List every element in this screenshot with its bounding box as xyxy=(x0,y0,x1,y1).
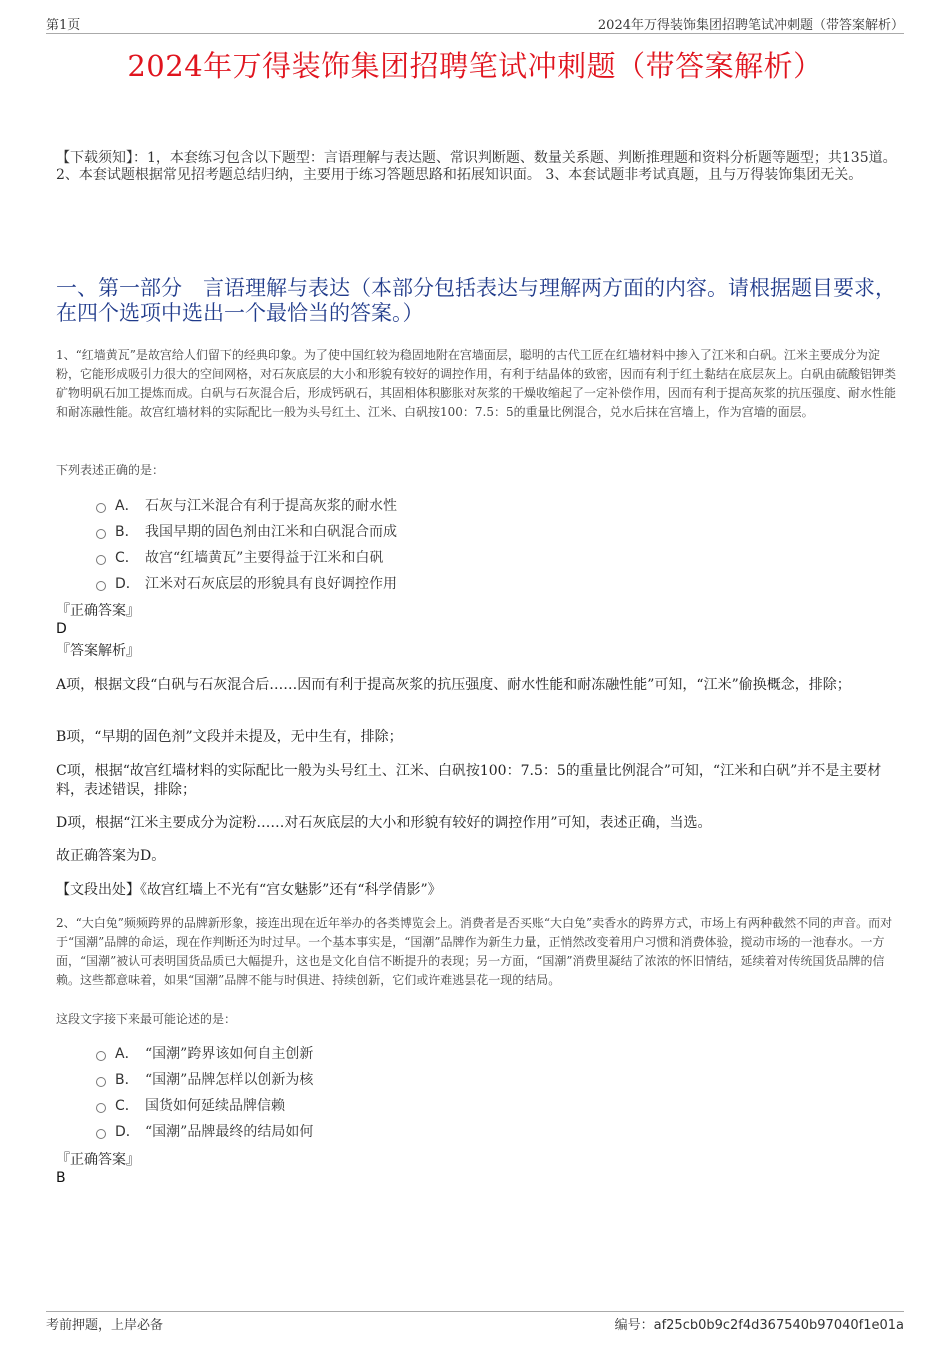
question-1-options xyxy=(96,495,397,599)
radio-icon[interactable] xyxy=(96,1051,106,1061)
question-1-answer: D xyxy=(56,621,67,637)
question-2-option-b[interactable]: B． “国潮”品牌怎样以创新为核 xyxy=(96,1069,313,1095)
footer-divider xyxy=(46,1311,904,1312)
analysis-item-c: C项，根据“故宫红墙材料的实际配比一般为头号红土、江米、白矾按100：7.5：5的重量比例混合”可知，“江米和白矾”并不是主要材料，表述错误，排除； xyxy=(56,763,882,798)
question-1-prompt: 下列表述正确的是： xyxy=(56,463,165,477)
question-1-option-a[interactable]: A． 石灰与江米混合有利于提高灰浆的耐水性 xyxy=(96,495,397,521)
question-2-text: 2、“大白兔”频频跨界的品牌新形象，接连出现在近年举办的各类博览会上。消费者是否买账“大白兔”卖香水的跨界方式，市场上有两种截然不同的声音。而对于“国潮”品牌的命运，现在作判断还为时过早。一个基本事实是，“国潮”品牌作为新生力量，正悄然改变着用户习惯和消费体验，搅动市场的一池春水。一方面，“国潮”被认可表明国货品质已大幅提升，这也是文化自信不断提升的表现；另一方面，“国潮”消费里凝结了浓浓的怀旧情结，延续着对传统国货品牌的信赖。这些都意味着，如果“国潮”品牌不能与时俱进、持续创新，它们或许难逃昙花一现的结局。 xyxy=(56,916,893,987)
analysis-item-d: D项，根据“江米主要成分为淀粉……对石灰底层的大小和形貌有较好的调控作用”可知，表述正确，当选。 xyxy=(56,815,712,831)
footer-code-value: af25cb0b9c2f4d367540b97040f1e01a xyxy=(653,1318,904,1333)
question-1-analysis-heading: 『答案解析』 xyxy=(56,643,140,659)
page-number: 第1页 xyxy=(46,18,81,33)
analysis-conclusion: 故正确答案为D。 xyxy=(56,848,166,864)
question-1-option-c[interactable]: C． 故宫“红墙黄瓦”主要得益于江米和白矾 xyxy=(96,547,397,573)
radio-icon[interactable] xyxy=(96,1129,106,1139)
question-2-option-c[interactable]: C． 国货如何延续品牌信赖 xyxy=(96,1095,313,1121)
header-divider xyxy=(46,33,904,34)
question-1-option-b[interactable]: B． 我国早期的固色剂由江米和白矾混合而成 xyxy=(96,521,397,547)
footer-code-label: 编号： xyxy=(614,1318,654,1333)
question-2-answer-heading: 『正确答案』 xyxy=(56,1152,140,1168)
question-1-option-d[interactable]: D． 江米对石灰底层的形貌具有良好调控作用 xyxy=(96,573,397,599)
radio-icon[interactable] xyxy=(96,1103,106,1113)
footer-code xyxy=(615,1314,904,1333)
page-header xyxy=(46,14,904,32)
header-doc-title: 2024年万得装饰集团招聘笔试冲刺题（带答案解析） xyxy=(597,18,904,33)
analysis-source: 【文段出处】《故宫红墙上不光有“宫女魅影”还有“科学倩影”》 xyxy=(56,882,442,898)
section-heading: 一、第一部分 言语理解与表达（本部分包括表达与理解两方面的内容。请根据题目要求，在四个选项中选出一个最恰当的答案。） xyxy=(56,276,896,325)
analysis-item-a: A项，根据文段“白矾与石灰混合后……因而有利于提高灰浆的抗压强度、耐水性能和耐冻融性能”可知，“江米”偷换概念，排除； xyxy=(56,677,851,693)
radio-icon[interactable] xyxy=(96,529,106,539)
question-2-option-d[interactable]: D． “国潮”品牌最终的结局如何 xyxy=(96,1121,313,1147)
download-notice: 【下载须知】：1，本套练习包含以下题型：言语理解与表达题、常识判断题、数量关系题、判断推理题和资料分析题等题型；共135道。 2、本套试题根据常见招考题总结归纳，主要用于练习答题思路和拓展知识面。 3、本套试题非考试真题，且与万得装饰集团无关。 xyxy=(56,150,897,183)
radio-icon[interactable] xyxy=(96,581,106,591)
document-title: 2024年万得装饰集团招聘笔试冲刺题（带答案解析） xyxy=(127,49,823,83)
question-2-prompt: 这段文字接下来最可能论述的是： xyxy=(56,1012,237,1026)
question-2-answer: B xyxy=(56,1170,66,1186)
question-1-text: 1、“红墙黄瓦”是故宫给人们留下的经典印象。为了使中国红较为稳固地附在宫墙面层，聪明的古代工匠在红墙材料中掺入了江米和白矾。江米主要成分为淀粉，它能形成吸引力很大的空间网格，对石灰底层的大小和形貌有较好的调控作用，有利于结晶体的致密，因而有利于红土黏结在底层灰上。白矾由硫酸铝钾类矿物明矾石加工提炼而成。白矾与石灰混合后，形成钙矾石，其固相体积膨胀对灰浆的干燥收缩起了一定补偿作用，因而有利于提高灰浆的抗压强度、耐水性能和耐冻融性能。故宫红墙材料的实际配比一般为头号红土、江米、白矾按100：7.5：5的重量比例混合，兑水后抹在宫墙上，作为宫墙的面层。 xyxy=(56,348,897,419)
radio-icon[interactable] xyxy=(96,1077,106,1087)
question-2-option-a[interactable]: A． “国潮”跨界该如何自主创新 xyxy=(96,1043,313,1069)
radio-icon[interactable] xyxy=(96,503,106,513)
radio-icon[interactable] xyxy=(96,555,106,565)
question-1-answer-heading: 『正确答案』 xyxy=(56,603,140,619)
question-2-options xyxy=(96,1043,313,1147)
analysis-item-b: B项，“早期的固色剂”文段并未提及，无中生有，排除； xyxy=(56,729,403,745)
footer-slogan: 考前押题，上岸必备 xyxy=(46,1318,164,1333)
